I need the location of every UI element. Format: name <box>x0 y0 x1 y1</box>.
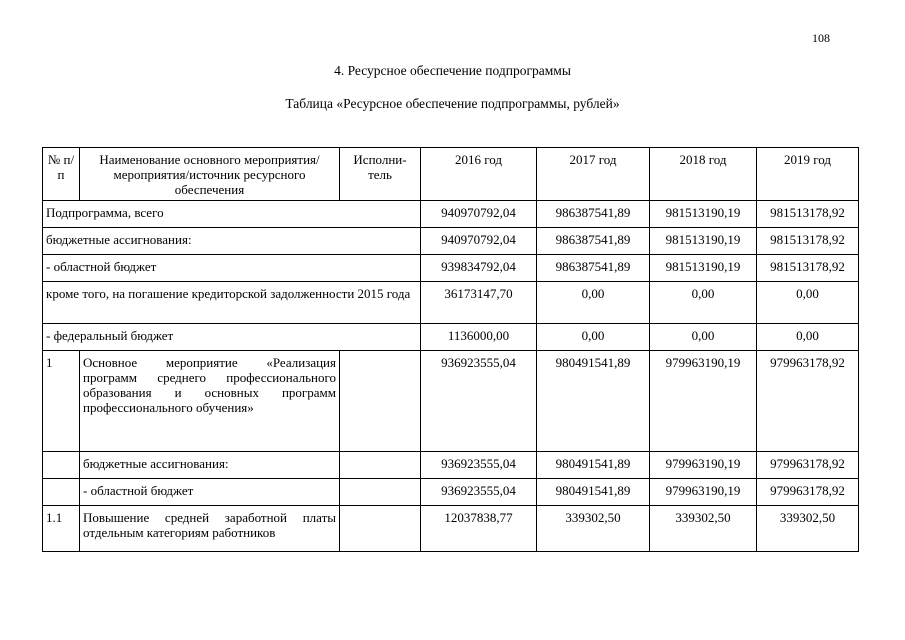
table-row <box>43 282 859 324</box>
row-label: - областной бюджет <box>43 255 421 282</box>
value-2018: 0,00 <box>650 324 757 351</box>
event-1-1-name: Повышение средней заработной платы отдельным категориям работников <box>80 506 340 552</box>
value-2017: 980491541,89 <box>537 479 650 506</box>
value-2016: 1136000,00 <box>421 324 537 351</box>
header-2018: 2018 год <box>650 148 757 201</box>
row-label: - областной бюджет <box>80 479 340 506</box>
main-event-executor <box>340 351 421 452</box>
resource-table <box>42 147 859 552</box>
value-2019: 979963178,92 <box>757 452 859 479</box>
value-2019: 981513178,92 <box>757 201 859 228</box>
table-row <box>43 228 859 255</box>
value-2017: 0,00 <box>537 282 650 324</box>
value-2017: 0,00 <box>537 324 650 351</box>
value-2016: 36173147,70 <box>421 282 537 324</box>
value-2017: 339302,50 <box>537 506 650 552</box>
empty-num-cell <box>43 479 80 506</box>
empty-executor-cell <box>340 479 421 506</box>
table-title: Таблица «Ресурсное обеспечение подпрограммы, рублей» <box>285 96 620 111</box>
value-2016: 12037838,77 <box>421 506 537 552</box>
value-2019: 981513178,92 <box>757 255 859 282</box>
table-row <box>43 201 859 228</box>
value-2018: 979963190,19 <box>650 452 757 479</box>
header-num: № п/п <box>43 148 80 201</box>
value-2018: 981513190,19 <box>650 255 757 282</box>
empty-executor-cell <box>340 506 421 552</box>
value-2016: 939834792,04 <box>421 255 537 282</box>
value-2019: 339302,50 <box>757 506 859 552</box>
main-event-name: Основное мероприятие «Реализация программ среднего профессионального образования и основных программ профессионального обучения» <box>80 351 340 452</box>
value-2017: 986387541,89 <box>537 255 650 282</box>
table-row <box>43 452 859 479</box>
value-2017: 980491541,89 <box>537 452 650 479</box>
value-2019: 979963178,92 <box>757 351 859 452</box>
value-2019: 981513178,92 <box>757 228 859 255</box>
value-2019: 979963178,92 <box>757 479 859 506</box>
row-label: кроме того, на погашение кредиторской задолженности 2015 года <box>43 282 421 324</box>
value-2019: 0,00 <box>757 324 859 351</box>
value-2017: 980491541,89 <box>537 351 650 452</box>
header-name: Наименование основного мероприятия/мероприятия/источник ресурсного обеспечения <box>80 148 340 201</box>
value-2019: 0,00 <box>757 282 859 324</box>
value-2017: 986387541,89 <box>537 201 650 228</box>
table-row <box>43 255 859 282</box>
header-2019: 2019 год <box>757 148 859 201</box>
header-2016: 2016 год <box>421 148 537 201</box>
row-label: Подпрограмма, всего <box>43 201 421 228</box>
header-executor: Исполни- тель <box>340 148 421 201</box>
value-2018: 979963190,19 <box>650 479 757 506</box>
table-row <box>43 479 859 506</box>
value-2016: 936923555,04 <box>421 479 537 506</box>
event-1-1-row <box>43 506 859 552</box>
value-2016: 936923555,04 <box>421 351 537 452</box>
empty-executor-cell <box>340 452 421 479</box>
table-header-row <box>43 148 859 201</box>
row-label: бюджетные ассигнования: <box>43 228 421 255</box>
event-1-1-num: 1.1 <box>43 506 80 552</box>
value-2016: 936923555,04 <box>421 452 537 479</box>
row-label: - федеральный бюджет <box>43 324 421 351</box>
row-label: бюджетные ассигнования: <box>80 452 340 479</box>
main-event-row <box>43 351 859 452</box>
value-2017: 986387541,89 <box>537 228 650 255</box>
value-2018: 981513190,19 <box>650 228 757 255</box>
value-2018: 979963190,19 <box>650 351 757 452</box>
page-number: 108 <box>812 31 830 45</box>
section-title: 4. Ресурсное обеспечение подпрограммы <box>334 63 571 78</box>
value-2018: 339302,50 <box>650 506 757 552</box>
value-2016: 940970792,04 <box>421 228 537 255</box>
header-2017: 2017 год <box>537 148 650 201</box>
main-event-num: 1 <box>43 351 80 452</box>
table-row <box>43 324 859 351</box>
value-2016: 940970792,04 <box>421 201 537 228</box>
value-2018: 981513190,19 <box>650 201 757 228</box>
empty-num-cell <box>43 452 80 479</box>
value-2018: 0,00 <box>650 282 757 324</box>
